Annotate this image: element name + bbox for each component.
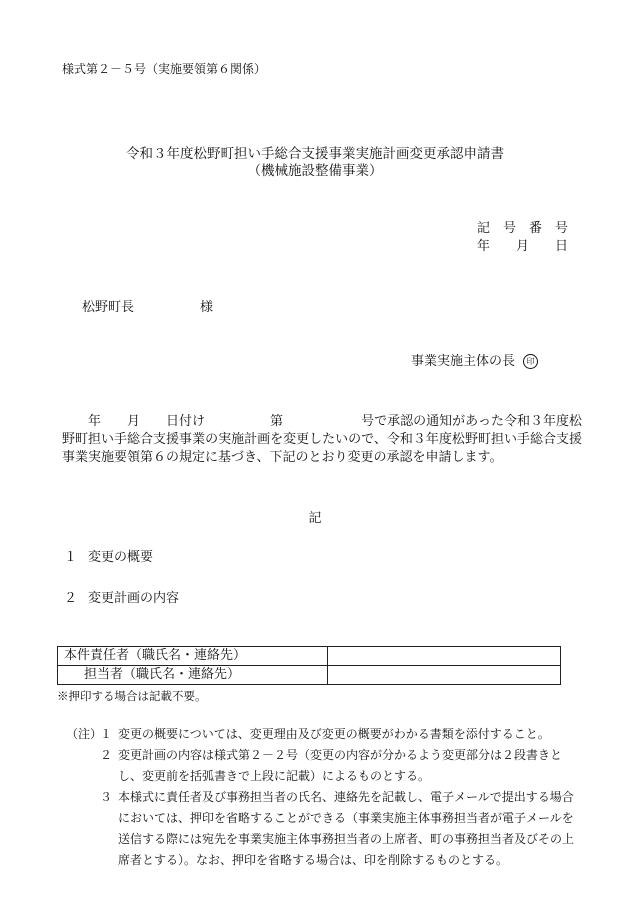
addressee <box>82 300 213 316</box>
note-number: １ <box>100 727 113 741</box>
document-date: 年 月 日 <box>476 239 568 254</box>
item-label: 変更計画の内容 <box>88 591 180 606</box>
notes-section <box>66 724 576 871</box>
note-item <box>66 724 576 745</box>
item-number: １ <box>64 550 78 565</box>
addressee-name: 松野町長 <box>82 300 135 315</box>
document-subtitle: （機械施設整備事業） <box>247 163 383 179</box>
note-number: ２ <box>100 748 113 762</box>
sender <box>411 354 538 370</box>
seal-stamp-icon: 印 <box>523 354 538 369</box>
note-text: 変更計画の内容は様式第２－２号（変更の内容が分かるよう変更部分は２段書きとし、変更前を括弧書きで上段に記載）によるものとする。 <box>118 748 563 783</box>
item-number: ２ <box>64 591 78 606</box>
table-row <box>58 647 561 666</box>
sender-label: 事業実施主体の長 <box>410 354 515 369</box>
document-number: 記 号 番 号 <box>476 221 568 236</box>
application-body-text: 年 月 日付け 第 号で承認の通知があった令和３年度松野町担い手総合支援事業の実施計画を変更したいので、令和３年度松野町担い手総合支援事業実施要領第６の規定に基づき、下記のとおり変更の承認を申請します。 <box>62 414 582 465</box>
notes-heading: （注） <box>66 727 103 741</box>
responsible-person-label: 本件責任者（職氏名・連絡先） <box>58 647 328 666</box>
addressee-honorific: 様 <box>200 300 214 315</box>
ki-heading: 記 <box>308 511 322 526</box>
note-text: 本様式に責任者及び事務担当者の氏名、連絡先を記載し、電子メールで提出する場合においては、押印を省略することができる（事業実施主体事務担当者が電子メールを送信する際には宛先を事業実施主体事務担当者の上席者、町の事務担当者及びその上席者とする）。なお、押印を省略する場合は、印を削除するものとする。 <box>118 790 575 867</box>
document-title: 令和３年度松野町担い手総合支援事業実施計画変更承認申請書 <box>126 146 504 162</box>
note-item <box>66 787 576 871</box>
note-number: ３ <box>100 790 113 804</box>
responsible-person-value <box>328 647 561 666</box>
contact-person-label: 担当者（職氏名・連絡先） <box>58 666 328 685</box>
form-number: 様式第２－５号（実施要領第６関係） <box>62 62 267 76</box>
list-item <box>64 550 153 566</box>
list-item <box>64 591 179 607</box>
table-row <box>58 666 561 685</box>
note-item <box>66 745 576 787</box>
contact-table <box>57 646 561 685</box>
stamp-note: ※押印する場合は記載不要。 <box>57 689 207 703</box>
item-label: 変更の概要 <box>88 550 154 565</box>
note-text: 変更の概要については、変更理由及び変更の概要がわかる書類を添付すること。 <box>118 727 550 741</box>
contact-person-value <box>328 666 561 685</box>
